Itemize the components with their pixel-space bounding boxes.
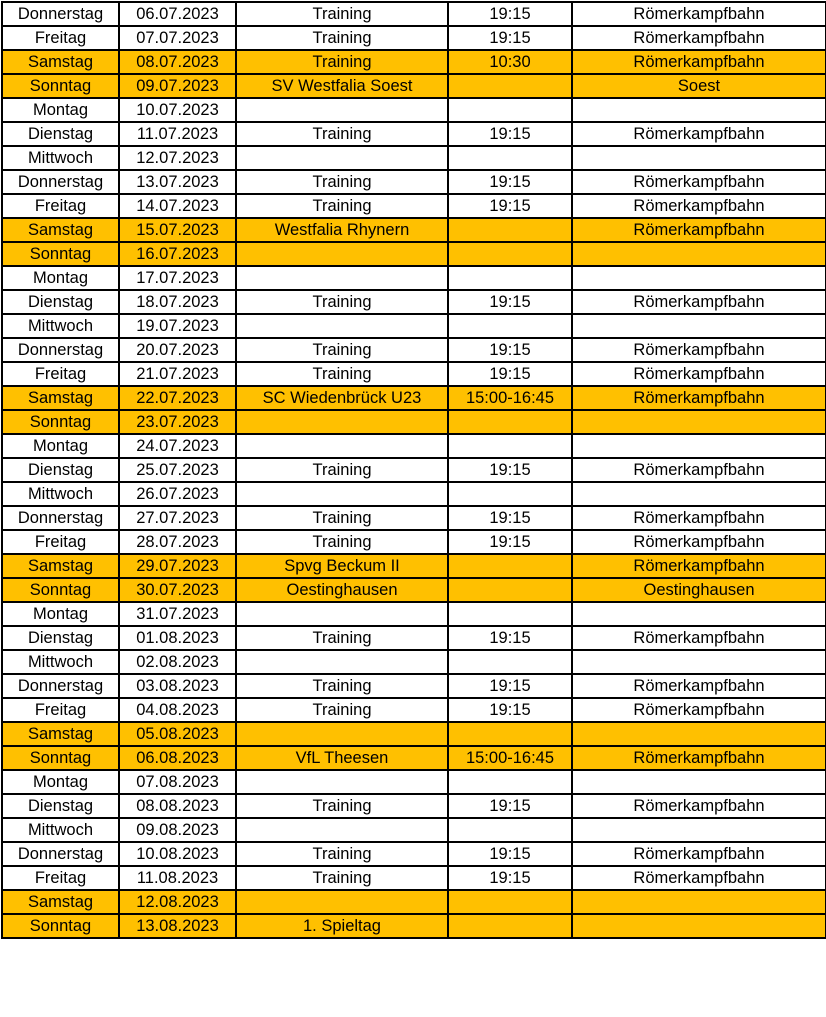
time-cell (448, 146, 572, 170)
day-cell: Montag (2, 602, 119, 626)
date-cell: 12.08.2023 (119, 890, 236, 914)
location-cell: Soest (572, 74, 826, 98)
location-cell: Römerkampfbahn (572, 554, 826, 578)
date-cell: 07.08.2023 (119, 770, 236, 794)
date-cell: 09.08.2023 (119, 818, 236, 842)
time-cell (448, 434, 572, 458)
schedule-row (2, 26, 826, 50)
time-cell (448, 770, 572, 794)
location-cell: Römerkampfbahn (572, 290, 826, 314)
day-cell: Dienstag (2, 290, 119, 314)
day-cell: Freitag (2, 362, 119, 386)
day-cell: Mittwoch (2, 146, 119, 170)
day-cell: Dienstag (2, 122, 119, 146)
schedule-row (2, 698, 826, 722)
event-cell (236, 314, 448, 338)
schedule-row (2, 722, 826, 746)
date-cell: 11.07.2023 (119, 122, 236, 146)
location-cell: Römerkampfbahn (572, 794, 826, 818)
date-cell: 13.08.2023 (119, 914, 236, 938)
day-cell: Mittwoch (2, 314, 119, 338)
date-cell: 25.07.2023 (119, 458, 236, 482)
date-cell: 06.07.2023 (119, 2, 236, 26)
schedule-row (2, 746, 826, 770)
location-cell: Römerkampfbahn (572, 842, 826, 866)
schedule-row (2, 842, 826, 866)
date-cell: 18.07.2023 (119, 290, 236, 314)
day-cell: Freitag (2, 698, 119, 722)
event-cell (236, 890, 448, 914)
day-cell: Donnerstag (2, 674, 119, 698)
date-cell: 05.08.2023 (119, 722, 236, 746)
event-cell: Westfalia Rhynern (236, 218, 448, 242)
location-cell (572, 602, 826, 626)
time-cell (448, 818, 572, 842)
schedule-row (2, 170, 826, 194)
event-cell: Training (236, 842, 448, 866)
location-cell: Römerkampfbahn (572, 26, 826, 50)
time-cell (448, 482, 572, 506)
day-cell: Samstag (2, 50, 119, 74)
schedule-row (2, 914, 826, 938)
time-cell (448, 98, 572, 122)
date-cell: 21.07.2023 (119, 362, 236, 386)
schedule-row (2, 458, 826, 482)
time-cell: 19:15 (448, 866, 572, 890)
event-cell (236, 650, 448, 674)
event-cell: Training (236, 698, 448, 722)
event-cell: Training (236, 530, 448, 554)
time-cell (448, 218, 572, 242)
time-cell: 19:15 (448, 794, 572, 818)
day-cell: Samstag (2, 890, 119, 914)
time-cell: 15:00-16:45 (448, 386, 572, 410)
schedule-row (2, 98, 826, 122)
date-cell: 26.07.2023 (119, 482, 236, 506)
day-cell: Montag (2, 434, 119, 458)
time-cell: 19:15 (448, 122, 572, 146)
time-cell: 19:15 (448, 338, 572, 362)
day-cell: Sonntag (2, 74, 119, 98)
location-cell: Römerkampfbahn (572, 386, 826, 410)
schedule-row (2, 218, 826, 242)
event-cell: Training (236, 194, 448, 218)
location-cell: Römerkampfbahn (572, 122, 826, 146)
event-cell: Training (236, 674, 448, 698)
schedule-row (2, 890, 826, 914)
day-cell: Dienstag (2, 626, 119, 650)
event-cell: Training (236, 626, 448, 650)
schedule-row (2, 434, 826, 458)
schedule-row (2, 578, 826, 602)
location-cell: Römerkampfbahn (572, 626, 826, 650)
location-cell: Römerkampfbahn (572, 530, 826, 554)
time-cell (448, 410, 572, 434)
time-cell: 19:15 (448, 458, 572, 482)
date-cell: 19.07.2023 (119, 314, 236, 338)
time-cell (448, 266, 572, 290)
time-cell (448, 890, 572, 914)
date-cell: 27.07.2023 (119, 506, 236, 530)
time-cell (448, 650, 572, 674)
date-cell: 08.08.2023 (119, 794, 236, 818)
schedule-row (2, 410, 826, 434)
event-cell (236, 770, 448, 794)
date-cell: 09.07.2023 (119, 74, 236, 98)
day-cell: Samstag (2, 218, 119, 242)
event-cell: Training (236, 122, 448, 146)
schedule-row (2, 314, 826, 338)
event-cell: Training (236, 866, 448, 890)
date-cell: 03.08.2023 (119, 674, 236, 698)
time-cell: 10:30 (448, 50, 572, 74)
schedule-table (1, 1, 826, 939)
event-cell: VfL Theesen (236, 746, 448, 770)
day-cell: Freitag (2, 866, 119, 890)
day-cell: Donnerstag (2, 2, 119, 26)
location-cell (572, 818, 826, 842)
location-cell: Römerkampfbahn (572, 50, 826, 74)
date-cell: 29.07.2023 (119, 554, 236, 578)
day-cell: Sonntag (2, 410, 119, 434)
event-cell (236, 602, 448, 626)
event-cell: Training (236, 506, 448, 530)
event-cell (236, 722, 448, 746)
date-cell: 22.07.2023 (119, 386, 236, 410)
event-cell: Training (236, 170, 448, 194)
day-cell: Freitag (2, 530, 119, 554)
event-cell (236, 98, 448, 122)
event-cell: Training (236, 458, 448, 482)
date-cell: 06.08.2023 (119, 746, 236, 770)
location-cell (572, 650, 826, 674)
schedule-row (2, 794, 826, 818)
schedule-row (2, 50, 826, 74)
event-cell: Training (236, 338, 448, 362)
location-cell (572, 98, 826, 122)
time-cell: 19:15 (448, 674, 572, 698)
location-cell (572, 890, 826, 914)
schedule-row (2, 338, 826, 362)
schedule-row (2, 602, 826, 626)
location-cell: Römerkampfbahn (572, 362, 826, 386)
location-cell (572, 266, 826, 290)
location-cell: Römerkampfbahn (572, 194, 826, 218)
day-cell: Sonntag (2, 242, 119, 266)
event-cell: Training (236, 290, 448, 314)
schedule-row (2, 770, 826, 794)
date-cell: 01.08.2023 (119, 626, 236, 650)
location-cell (572, 410, 826, 434)
location-cell: Römerkampfbahn (572, 338, 826, 362)
schedule-row (2, 2, 826, 26)
location-cell (572, 770, 826, 794)
day-cell: Freitag (2, 26, 119, 50)
event-cell: Spvg Beckum II (236, 554, 448, 578)
time-cell: 19:15 (448, 362, 572, 386)
schedule-row (2, 362, 826, 386)
date-cell: 04.08.2023 (119, 698, 236, 722)
location-cell (572, 434, 826, 458)
event-cell: Training (236, 794, 448, 818)
date-cell: 13.07.2023 (119, 170, 236, 194)
schedule-row (2, 266, 826, 290)
day-cell: Donnerstag (2, 170, 119, 194)
event-cell (236, 482, 448, 506)
schedule-body (2, 2, 826, 938)
time-cell: 19:15 (448, 506, 572, 530)
schedule-row (2, 530, 826, 554)
schedule-row (2, 290, 826, 314)
date-cell: 10.08.2023 (119, 842, 236, 866)
event-cell: SV Westfalia Soest (236, 74, 448, 98)
time-cell: 19:15 (448, 626, 572, 650)
schedule-row (2, 554, 826, 578)
location-cell: Römerkampfbahn (572, 746, 826, 770)
location-cell: Römerkampfbahn (572, 698, 826, 722)
day-cell: Montag (2, 266, 119, 290)
schedule-row (2, 650, 826, 674)
date-cell: 23.07.2023 (119, 410, 236, 434)
day-cell: Mittwoch (2, 650, 119, 674)
time-cell (448, 722, 572, 746)
date-cell: 20.07.2023 (119, 338, 236, 362)
date-cell: 07.07.2023 (119, 26, 236, 50)
event-cell: Training (236, 26, 448, 50)
time-cell: 19:15 (448, 26, 572, 50)
date-cell: 10.07.2023 (119, 98, 236, 122)
location-cell (572, 146, 826, 170)
day-cell: Donnerstag (2, 842, 119, 866)
event-cell: SC Wiedenbrück U23 (236, 386, 448, 410)
location-cell (572, 482, 826, 506)
time-cell (448, 602, 572, 626)
day-cell: Samstag (2, 722, 119, 746)
date-cell: 11.08.2023 (119, 866, 236, 890)
day-cell: Samstag (2, 386, 119, 410)
time-cell: 19:15 (448, 842, 572, 866)
event-cell: Training (236, 50, 448, 74)
date-cell: 12.07.2023 (119, 146, 236, 170)
time-cell: 19:15 (448, 194, 572, 218)
date-cell: 31.07.2023 (119, 602, 236, 626)
schedule-row (2, 242, 826, 266)
schedule-row (2, 818, 826, 842)
location-cell: Römerkampfbahn (572, 170, 826, 194)
event-cell: Training (236, 362, 448, 386)
event-cell (236, 146, 448, 170)
date-cell: 30.07.2023 (119, 578, 236, 602)
event-cell (236, 410, 448, 434)
time-cell (448, 74, 572, 98)
location-cell: Römerkampfbahn (572, 866, 826, 890)
date-cell: 28.07.2023 (119, 530, 236, 554)
event-cell: Oestinghausen (236, 578, 448, 602)
schedule-row (2, 194, 826, 218)
date-cell: 14.07.2023 (119, 194, 236, 218)
time-cell (448, 242, 572, 266)
day-cell: Donnerstag (2, 338, 119, 362)
day-cell: Sonntag (2, 746, 119, 770)
day-cell: Sonntag (2, 578, 119, 602)
location-cell: Römerkampfbahn (572, 674, 826, 698)
day-cell: Donnerstag (2, 506, 119, 530)
date-cell: 16.07.2023 (119, 242, 236, 266)
time-cell (448, 314, 572, 338)
location-cell (572, 242, 826, 266)
schedule-row (2, 146, 826, 170)
location-cell: Römerkampfbahn (572, 2, 826, 26)
day-cell: Montag (2, 98, 119, 122)
location-cell (572, 914, 826, 938)
day-cell: Dienstag (2, 458, 119, 482)
date-cell: 24.07.2023 (119, 434, 236, 458)
date-cell: 17.07.2023 (119, 266, 236, 290)
time-cell: 15:00-16:45 (448, 746, 572, 770)
day-cell: Mittwoch (2, 818, 119, 842)
schedule-row (2, 506, 826, 530)
event-cell: 1. Spieltag (236, 914, 448, 938)
time-cell: 19:15 (448, 290, 572, 314)
location-cell: Römerkampfbahn (572, 218, 826, 242)
time-cell (448, 578, 572, 602)
day-cell: Sonntag (2, 914, 119, 938)
schedule-row (2, 122, 826, 146)
time-cell: 19:15 (448, 2, 572, 26)
schedule-row (2, 866, 826, 890)
day-cell: Montag (2, 770, 119, 794)
time-cell: 19:15 (448, 530, 572, 554)
time-cell (448, 554, 572, 578)
location-cell (572, 722, 826, 746)
schedule-row (2, 674, 826, 698)
event-cell (236, 266, 448, 290)
time-cell: 19:15 (448, 170, 572, 194)
day-cell: Mittwoch (2, 482, 119, 506)
date-cell: 02.08.2023 (119, 650, 236, 674)
location-cell: Römerkampfbahn (572, 458, 826, 482)
day-cell: Freitag (2, 194, 119, 218)
day-cell: Samstag (2, 554, 119, 578)
event-cell (236, 242, 448, 266)
event-cell: Training (236, 2, 448, 26)
schedule-row (2, 626, 826, 650)
date-cell: 15.07.2023 (119, 218, 236, 242)
location-cell: Oestinghausen (572, 578, 826, 602)
event-cell (236, 818, 448, 842)
time-cell (448, 914, 572, 938)
location-cell (572, 314, 826, 338)
schedule-row (2, 386, 826, 410)
location-cell: Römerkampfbahn (572, 506, 826, 530)
time-cell: 19:15 (448, 698, 572, 722)
event-cell (236, 434, 448, 458)
date-cell: 08.07.2023 (119, 50, 236, 74)
schedule-row (2, 482, 826, 506)
day-cell: Dienstag (2, 794, 119, 818)
schedule-row (2, 74, 826, 98)
